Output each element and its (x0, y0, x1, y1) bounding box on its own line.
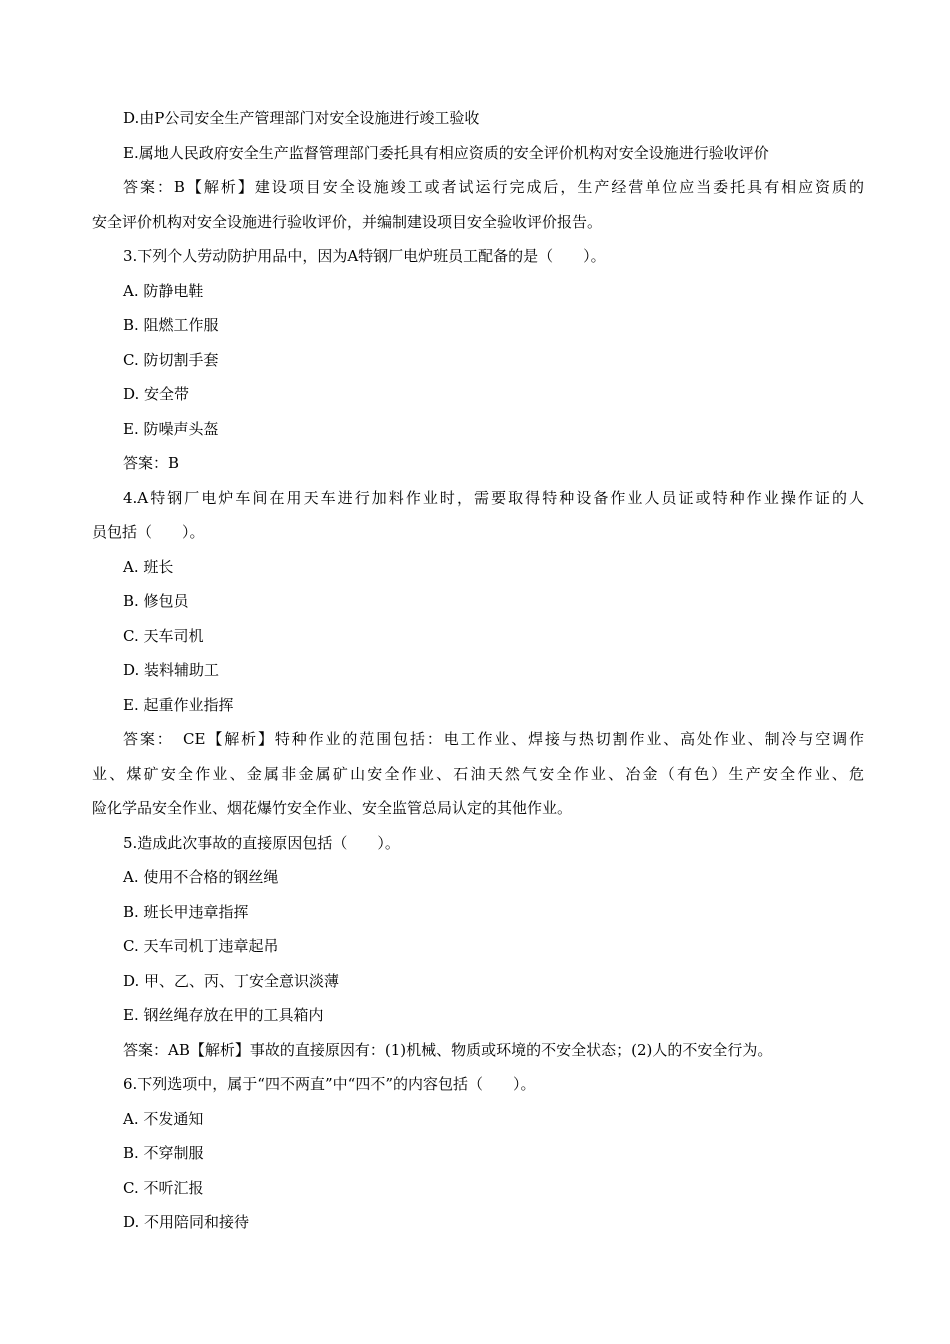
text-line: E. 防噪声头盔 (123, 419, 219, 438)
text-line: B. 阻燃工作服 (123, 316, 219, 334)
text-line: 4.A特钢厂电炉车间在用天车进行加料作业时，需要取得特种设备作业人员证或特种作业操作证的人 (123, 488, 864, 507)
text-line: 6.下列选项中，属于“四不两直”中“四不”的内容包括（ ）。 (123, 1075, 536, 1093)
text-line: E. 起重作业指挥 (123, 695, 234, 714)
text-line: 答案： CE【解析】特种作业的范围包括：电工作业、焊接与热切割作业、高处作业、制冷与空调作 (123, 730, 864, 748)
text-line: 业、煤矿安全作业、金属非金属矿山安全作业、石油天然气安全作业、冶金（有色）生产安全作业、危 (92, 764, 864, 783)
text-line: A. 班长 (123, 557, 174, 576)
text-line: 答案：B (123, 454, 180, 472)
text-line: 员包括（ ）。 (92, 523, 205, 541)
text-line: D. 甲、乙、丙、丁安全意识淡薄 (123, 971, 340, 990)
text-line: A. 防静电鞋 (123, 281, 204, 300)
text-line: B. 修包员 (123, 592, 189, 610)
text-line: A. 不发通知 (123, 1109, 204, 1128)
text-line: E. 钢丝绳存放在甲的工具箱内 (123, 1006, 324, 1024)
text-line: 5.造成此次事故的直接原因包括（ ）。 (123, 833, 400, 852)
text-line: D. 不用陪同和接待 (123, 1213, 250, 1231)
text-line: D. 装料辅助工 (123, 661, 220, 679)
text-line: 3.下列个人劳动防护用品中，因为A特钢厂电炉班员工配备的是（ ）。 (123, 247, 606, 265)
document-body (92, 101, 864, 1240)
text-line: D.由P公司安全生产管理部门对安全设施进行竣工验收 (123, 109, 480, 127)
text-line: D. 安全带 (123, 385, 190, 403)
text-line: C. 不听汇报 (123, 1178, 204, 1197)
text-line: B. 不穿制服 (123, 1144, 204, 1162)
text-line: C. 天车司机丁违章起吊 (123, 937, 279, 955)
text-line: 答案：B【解析】建设项目安全设施竣工或者试运行完成后，生产经营单位应当委托具有相应资质的 (123, 178, 864, 196)
text-line: 答案：AB【解析】事故的直接原因有：(1)机械、物质或环境的不安全状态；(2)人的不安全行为。 (123, 1040, 773, 1059)
text-line: A. 使用不合格的钢丝绳 (123, 868, 279, 886)
text-line: 险化学品安全作业、烟花爆竹安全作业、安全监管总局认定的其他作业。 (92, 799, 573, 817)
text-line: C. 防切割手套 (123, 350, 219, 369)
text-line: B. 班长甲违章指挥 (123, 902, 249, 921)
text-line: C. 天车司机 (123, 626, 204, 645)
text-line: E.属地人民政府安全生产监督管理部门委托具有相应资质的安全评价机构对安全设施进行验收评价 (123, 143, 769, 162)
text-line: 安全评价机构对安全设施进行验收评价，并编制建设项目安全验收评价报告。 (92, 212, 603, 231)
